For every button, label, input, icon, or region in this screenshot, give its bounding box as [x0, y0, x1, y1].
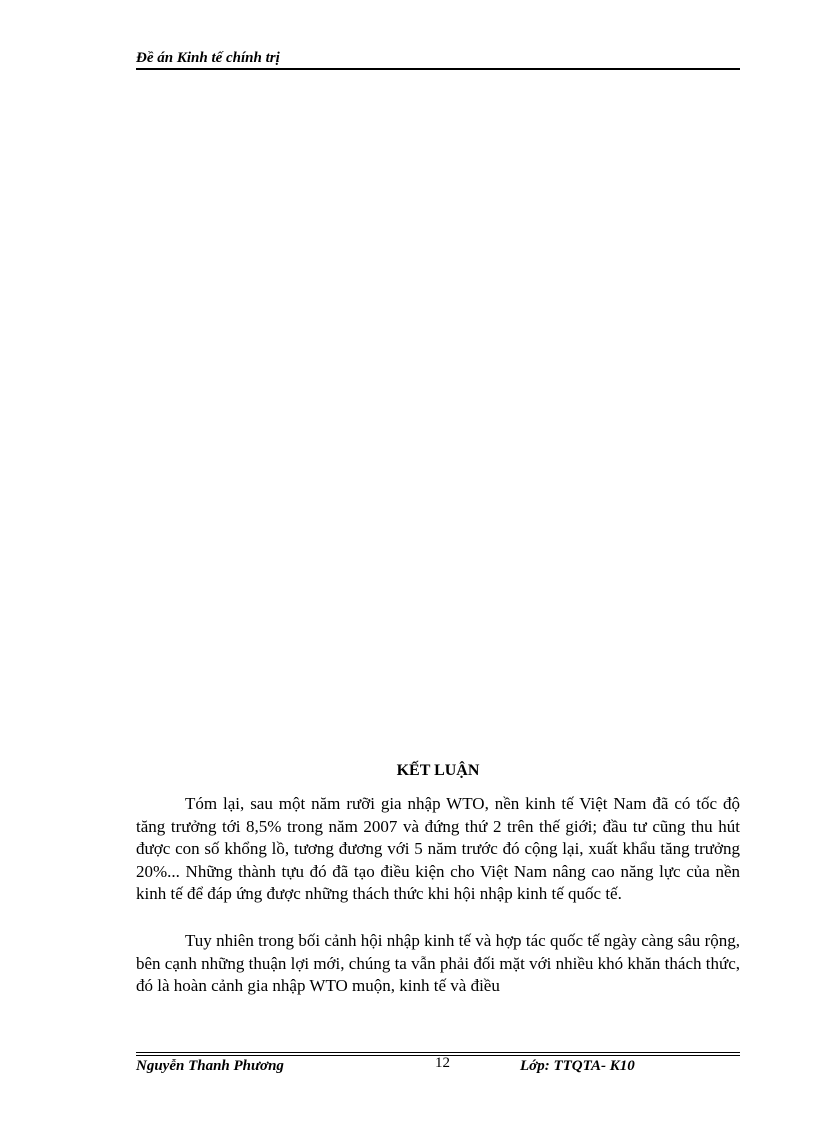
paragraph-1: Tóm lại, sau một năm rưỡi gia nhập WTO, nền kinh tế Việt Nam đã có tốc độ tăng trưởng tới 8,5% trong năm 2007 và đứng thứ 2 trên thế giới; đầu tư cũng thu hút được con số khổng lồ, tương đương với 5 năm trước đó cộng lại, xuất khẩu tăng trưởng 20%... Những thành tựu đó đã tạo điều kiện cho Việt Nam nâng cao năng lực của nền kinh tế để đáp ứng được những thách thức khi hội nhập kinh tế quốc tế.	[136, 794, 740, 903]
header-title: Đề án Kinh tế chính trị	[136, 50, 280, 66]
section-heading: KẾT LUẬN	[396, 762, 480, 779]
page-number: 12	[435, 1055, 450, 1071]
footer-divider-top	[136, 1052, 740, 1053]
header-divider	[136, 68, 740, 70]
footer-class-label: Lớp: TTQTA- K10	[520, 1058, 635, 1074]
paragraph-2: Tuy nhiên trong bối cảnh hội nhập kinh tế và hợp tác quốc tế ngày càng sâu rộng, bên cạnh những thuận lợi mới, chúng ta vẫn phải đối mặt với nhiều khó khăn thách thức, đó là hoàn cảnh gia nhập WTO muộn, kinh tế và điều	[136, 931, 740, 995]
footer-author: Nguyễn Thanh Phương	[136, 1058, 284, 1074]
page-header	[136, 50, 740, 70]
